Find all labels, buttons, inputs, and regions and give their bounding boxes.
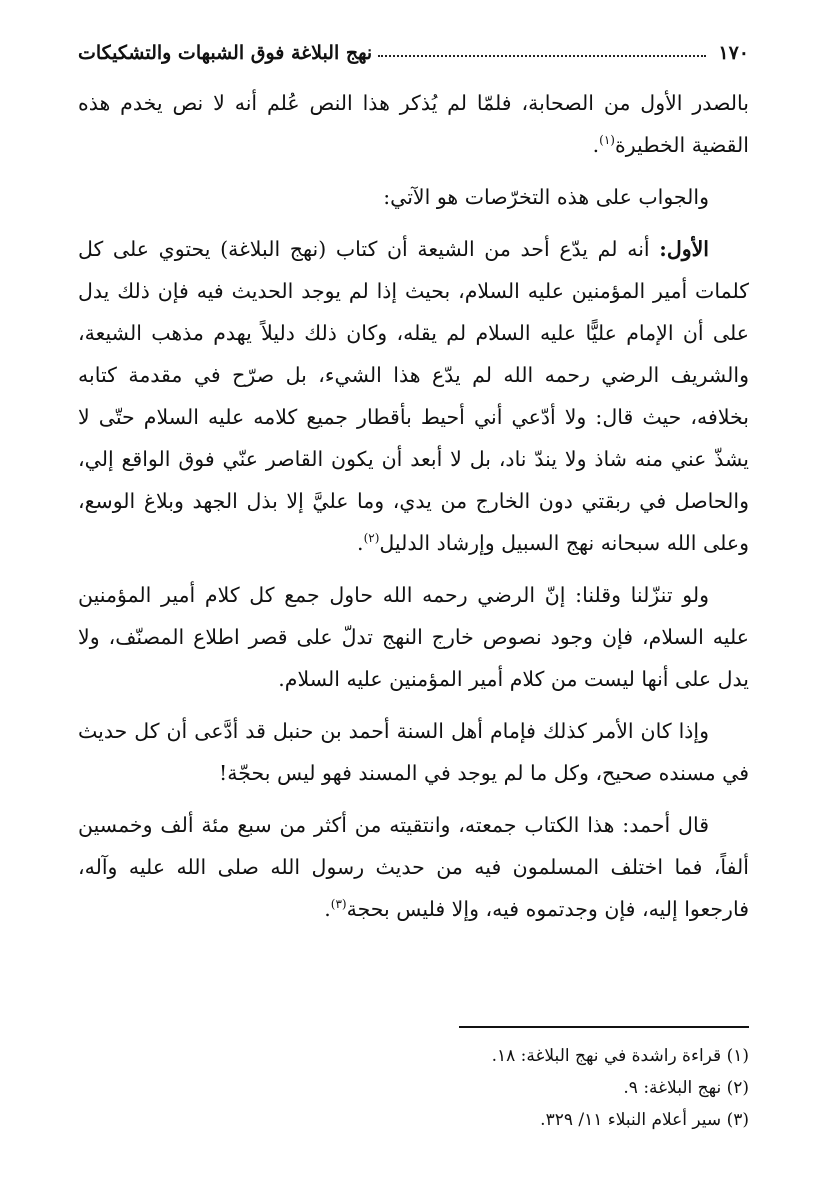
- paragraph-1-text: بالصدر الأول من الصحابة، فلمّا لم يُذكر هذا النص عُلم أنه لا نص يخدم هذه القضية الخطيرة: [78, 91, 749, 157]
- paragraph-3-end: .: [357, 531, 364, 555]
- footnotes: [78, 1040, 749, 1136]
- paragraph-2-text: والجواب على هذه التخرّصات هو الآتي:: [383, 185, 709, 209]
- running-title: نهج البلاغة فوق الشبهات والتشكيكات: [78, 42, 373, 64]
- paragraph-6-end: .: [324, 897, 331, 921]
- paragraph-5-text: وإذا كان الأمر كذلك فإمام أهل السنة أحمد بن حنبل قد أدَّعى أن كل حديث في مسنده صحيح، وكل ما لم يوجد في المسند فهو ليس بحجّة!: [78, 719, 749, 785]
- main-text: [78, 82, 749, 940]
- footnote-1: (١) قراءة راشدة في نهج البلاغة: ١٨.: [491, 1046, 749, 1066]
- footnote-2: (٢) نهج البلاغة: ٩.: [623, 1078, 749, 1098]
- footnote-divider: [459, 1026, 749, 1028]
- header-dotted-leader: [378, 54, 706, 57]
- paragraph-6: [78, 804, 749, 930]
- paragraph-4-text: ولو تنزّلنا وقلنا: إنّ الرضي رحمه الله حاول جمع كل كلام أمير المؤمنين عليه السلام، فإن وجود نصوص خارج النهج تدلّ على قصر اطلاع المصنّف، ولا يدل على أنها ليست من كلام أمير المؤمنين عليه السلام.: [78, 583, 749, 691]
- paragraph-3: [78, 228, 749, 564]
- paragraph-1-end: .: [592, 133, 600, 157]
- footnote-ref-1[interactable]: (١): [599, 133, 615, 148]
- footnote-ref-2[interactable]: (٢): [363, 531, 380, 546]
- footnote-3: (٣) سير أعلام النبلاء ١١/ ٣٢٩.: [540, 1110, 749, 1130]
- paragraph-4: [78, 574, 749, 700]
- paragraph-3-text: أنه لم يدّع أحد من الشيعة أن كتاب (نهج البلاغة) يحتوي على كل كلمات أمير المؤمنين عليه السلام، بحيث إذا لم يوجد الحديث فيه فإن ذلك يدل على أن الإمام عليًّا عليه السلام لم يقله، وكان ذلك دليلاً يهدم مذهب الشيعة، والشريف الرضي رحمه الله لم يدّع هذا الشيء، بل صرّح في مقدمة كتابه بخلافه، حيث قال: ولا أدّعي أني أحيط بأقطار جميع كلامه عليه السلام حتّى لا يشذّ عني منه شاذ ولا يندّ ناد، بل لا أبعد أن يكون القاصر عنّي فوق الواقع إلي، والحاصل في ربقتي دون الخارج من يدي، وما عليَّ إلا بذل الجهد وبلاغ الوسع، وعلى الله سبحانه نهج السبيل وإرشاد الدليل: [78, 237, 749, 555]
- page-number: ١٧٠: [718, 42, 749, 64]
- page-header: [78, 30, 749, 64]
- paragraph-1: [78, 82, 749, 166]
- footnote-ref-3[interactable]: (٣): [330, 897, 347, 912]
- paragraph-3-lead: الأول:: [659, 237, 709, 261]
- paragraph-6-text: قال أحمد: هذا الكتاب جمعته، وانتقيته من أكثر من سبع مئة ألف وخمسين ألفاً، فما اختلف المسلمون فيه من حديث رسول الله صلى الله عليه وآله، فارجعوا إليه، فإن وجدتموه فيه، وإلا فليس بحجة: [78, 813, 749, 921]
- paragraph-5: [78, 710, 749, 794]
- paragraph-2: [78, 176, 749, 218]
